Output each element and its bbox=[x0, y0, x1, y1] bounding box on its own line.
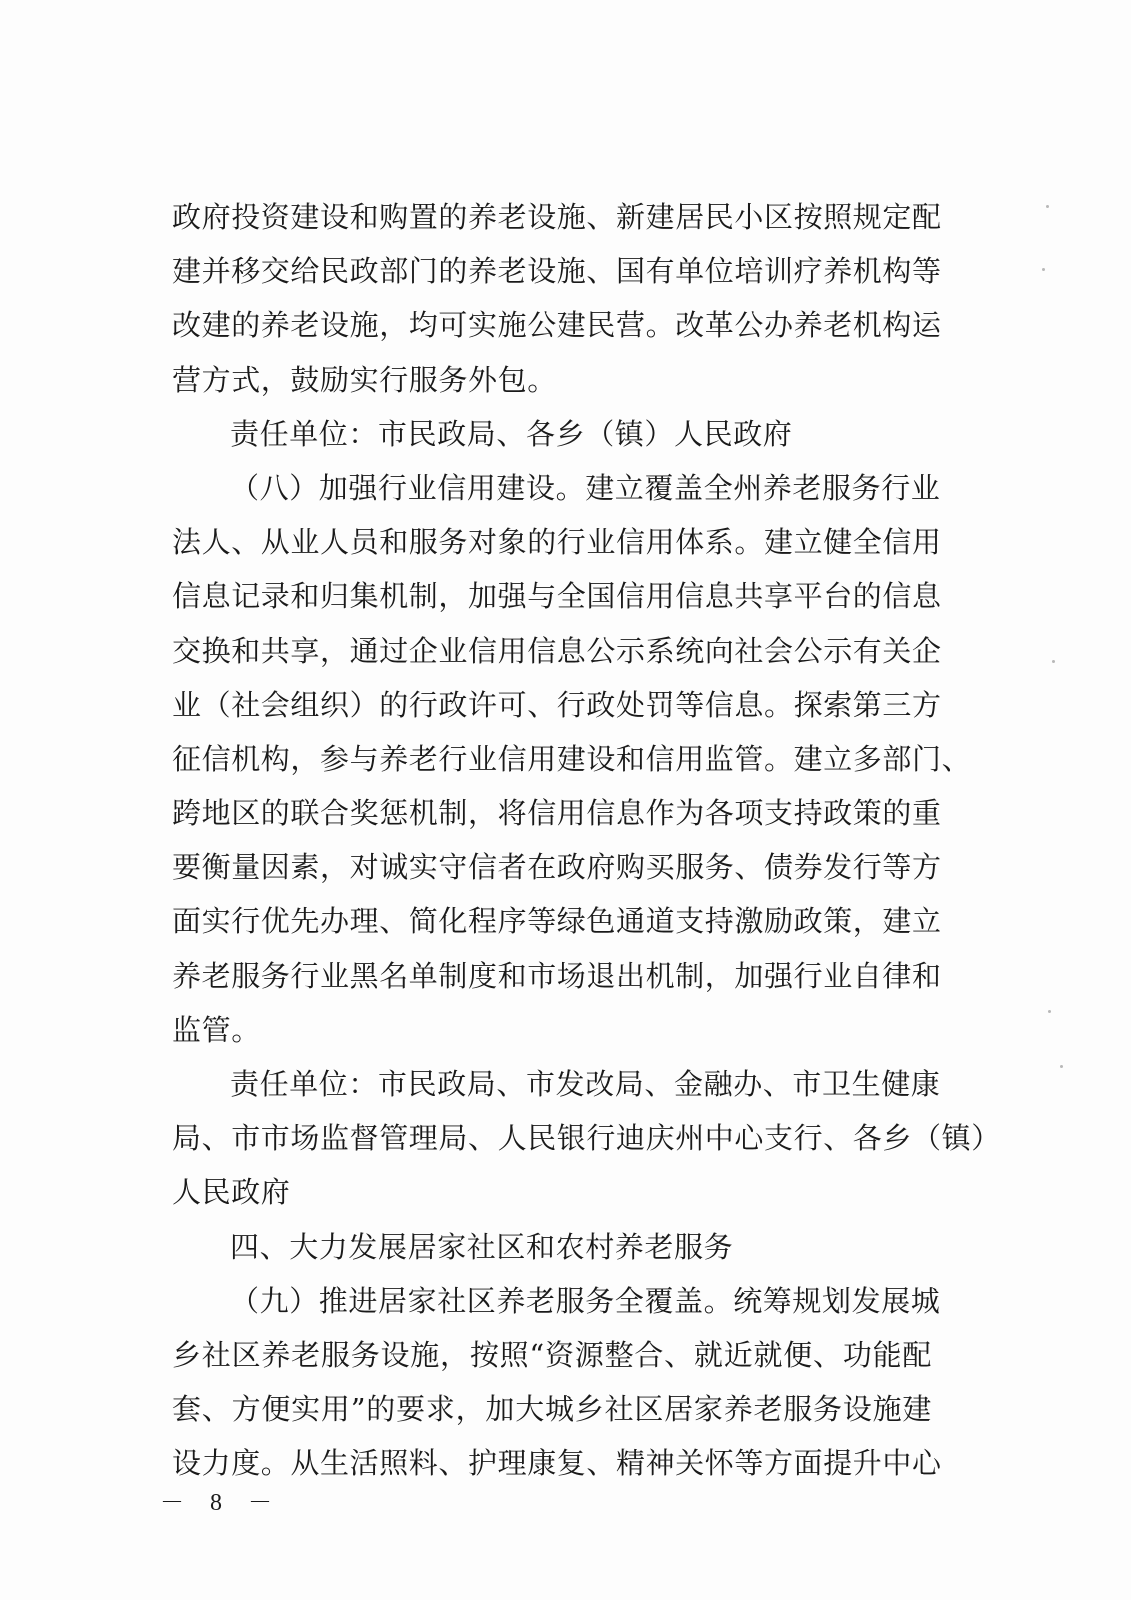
paragraph-line: 监管。 bbox=[172, 1012, 261, 1047]
paragraph-line: 乡社区养老服务设施，按照“资源整合、就近就便、功能配 bbox=[172, 1337, 932, 1372]
scan-speck bbox=[1048, 1010, 1051, 1013]
section-heading-4: 四、大力发展居家社区和农村养老服务 bbox=[230, 1229, 734, 1264]
responsibility-line: 责任单位：市民政局、各乡（镇）人民政府 bbox=[230, 416, 793, 451]
paragraph-line: 套、方便实用”的要求，加大城乡社区居家养老服务设施建 bbox=[172, 1392, 932, 1427]
scan-speck bbox=[1060, 1065, 1063, 1068]
section-heading-9: （九）推进居家社区养老服务全覆盖。统筹规划发展城 bbox=[230, 1283, 941, 1318]
responsibility-line: 人民政府 bbox=[172, 1175, 291, 1210]
section-heading-8: （八）加强行业信用建设。建立覆盖全州养老服务行业 bbox=[230, 470, 941, 505]
paragraph-line: 养老服务行业黑名单制度和市场退出机制，加强行业自律和 bbox=[172, 958, 942, 993]
document-body bbox=[172, 190, 1001, 1491]
scan-speck bbox=[1052, 660, 1055, 663]
responsibility-line: 局、市市场监督管理局、人民银行迪庆州中心支行、各乡（镇） bbox=[172, 1121, 1001, 1156]
paragraph-line: 面实行优先办理、简化程序等绿色通道支持激励政策，建立 bbox=[172, 904, 942, 939]
paragraph-line: 改建的养老设施，均可实施公建民营。改革公办养老机构运 bbox=[172, 308, 942, 343]
paragraph-line: 建并移交给民政部门的养老设施、国有单位培训疗养机构等 bbox=[172, 254, 942, 289]
paragraph-line: 交换和共享，通过企业信用信息公示系统向社会公示有关企 bbox=[172, 633, 942, 668]
paragraph-line: 跨地区的联合奖惩机制，将信用信息作为各项支持政策的重 bbox=[172, 796, 942, 831]
paragraph-line: 要衡量因素，对诚实守信者在政府购买服务、债券发行等方 bbox=[172, 850, 942, 885]
page-number: － 8 － bbox=[160, 1490, 282, 1516]
paragraph-line: 业（社会组织）的行政许可、行政处罚等信息。探索第三方 bbox=[172, 687, 942, 722]
responsibility-line: 责任单位：市民政局、市发改局、金融办、市卫生健康 bbox=[230, 1067, 941, 1101]
paragraph-line: 法人、从业人员和服务对象的行业信用体系。建立健全信用 bbox=[172, 525, 942, 560]
paragraph-line: 营方式，鼓励实行服务外包。 bbox=[172, 362, 557, 397]
paragraph-line: 征信机构，参与养老行业信用建设和信用监管。建立多部门、 bbox=[172, 741, 972, 776]
paragraph-line: 设力度。从生活照料、护理康复、精神关怀等方面提升中心 bbox=[172, 1446, 942, 1481]
paragraph-line: 信息记录和归集机制，加强与全国信用信息共享平台的信息 bbox=[172, 579, 942, 614]
paragraph-line: 政府投资建设和购置的养老设施、新建居民小区按照规定配 bbox=[172, 200, 942, 234]
scan-speck bbox=[1042, 268, 1045, 271]
scan-speck bbox=[1046, 205, 1049, 208]
